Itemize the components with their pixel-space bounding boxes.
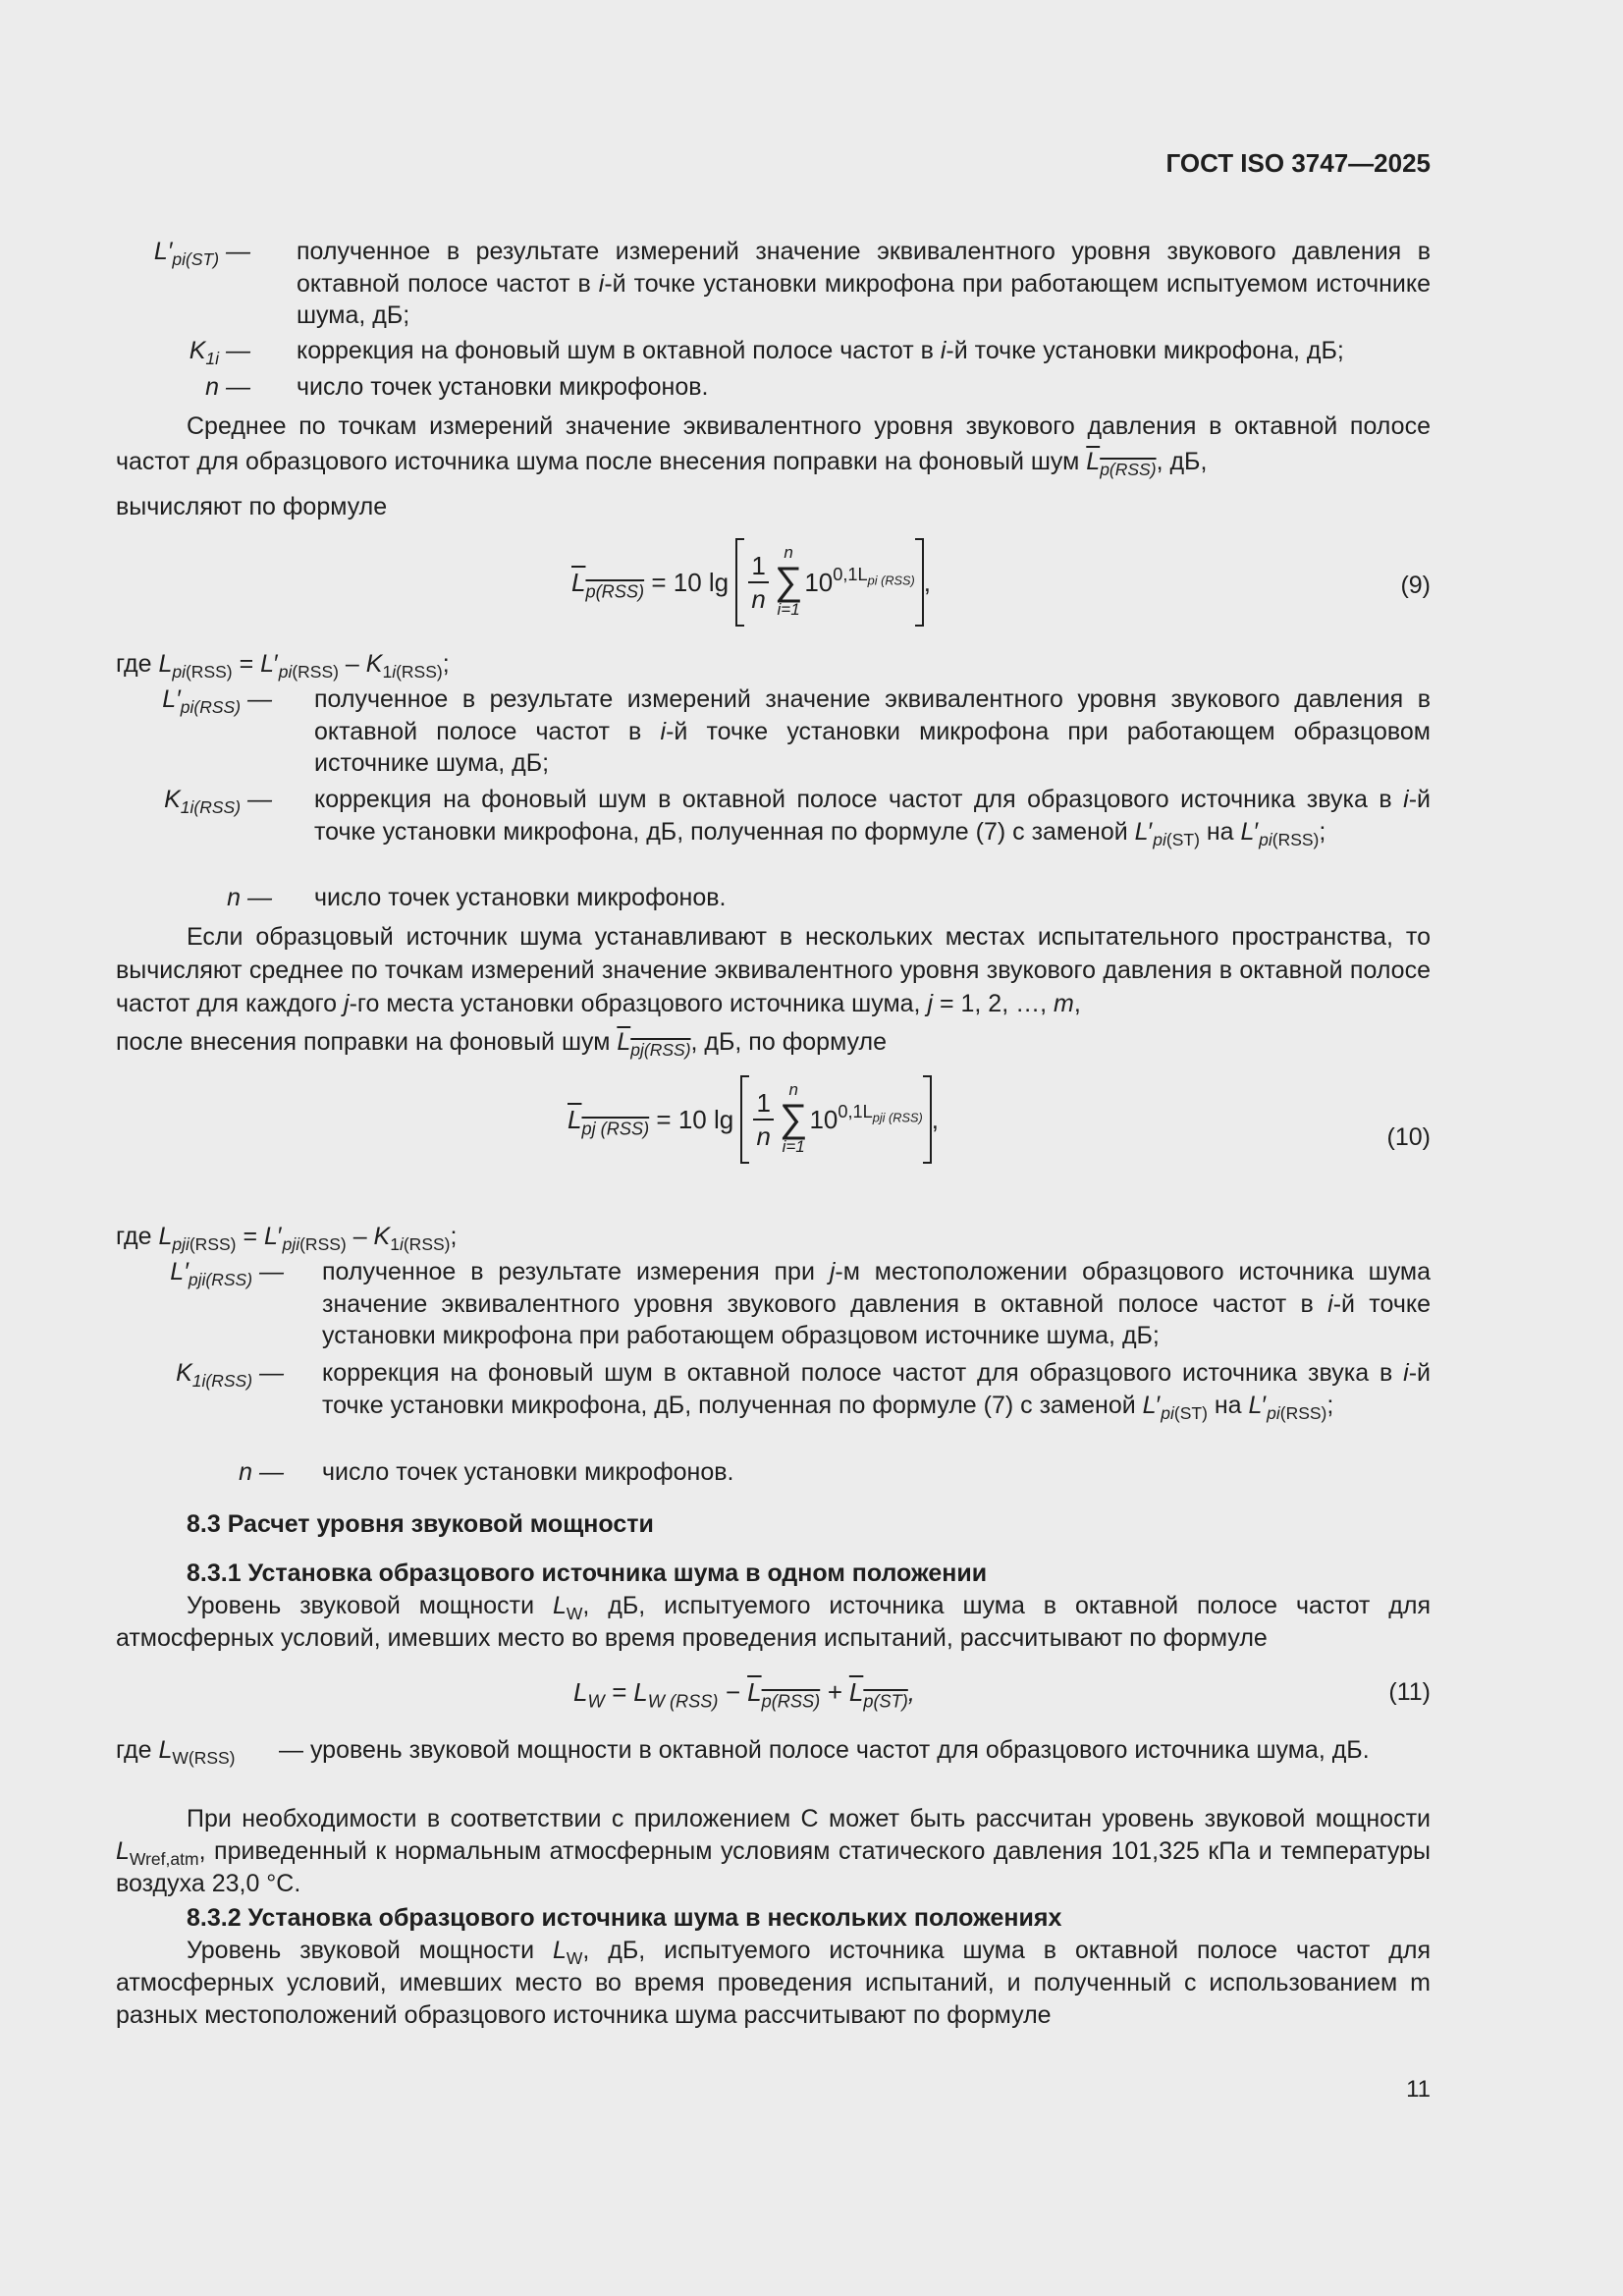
formula-number: (9) [1400, 572, 1431, 599]
def-term: $L'_{pi(RSS)}$ — [162, 685, 272, 718]
def-text: число точек установки микрофонов. [314, 884, 727, 911]
def-text: полученное в результате измерений значение эквивалентного уровня звукового давления в октавной полосе частот в i-й точке установки микрофона при работающем испытуемом источнике шума, дБ; [297, 238, 1431, 329]
formula-10: $L_{pj (RSS)} = 10$ lg $\frac{1}{n}$ n ∑ i=1 $10^{0,1L_{pji (RSS)}}$ , [568, 1075, 939, 1164]
def-text: полученное в результате измерений значение эквивалентного уровня звукового давления в октавной полосе частот в i-й точке установки микрофона при работающем образцовом источнике шума, дБ; [314, 685, 1431, 777]
inline-formula: $L_{p(RSS)}$ [1086, 448, 1157, 480]
paragraph-end: вычисляют по формуле [116, 493, 388, 520]
where-line: где $L_{pji(RSS)} = L'_{pji(RSS)} - K_{1i(RSS)}$; [116, 1223, 458, 1255]
def-term: n — [227, 884, 272, 911]
def-term: $K_{1i(RSS)}$ — [176, 1359, 284, 1392]
def-term: $K_{1i(RSS)}$ — [164, 786, 272, 818]
def-text: коррекция на фоновый шум в октавной полосе частот в i-й точке установки микрофона, дБ; [297, 337, 1344, 364]
def-text: число точек установки микрофонов. [297, 373, 709, 401]
def-term: n — [239, 1458, 284, 1486]
def-term: $L'_{pi(ST)}$ — [153, 238, 250, 270]
paragraph: Уровень звуковой мощности $L_W$, дБ, испытуемого источника шума в октавной полосе частот для атмосферных условий, имевших место во время проведения испытаний, рассчитывают по формуле [116, 1592, 1431, 1652]
section-heading: 8.3 Расчет уровня звуковой мощности [187, 1510, 654, 1538]
formula-number: (11) [1388, 1678, 1431, 1706]
paragraph: Если образцовый источник шума устанавливают в нескольких местах испытательного пространства, то вычисляют среднее по точкам измерений значение эквивалентного уровня звукового давления в октавной полосе частот для каждого j-го места установки образцового источника шума, j = 1, 2, …, m, [116, 923, 1431, 1017]
def-term: $K_{1i}$ — [189, 337, 250, 369]
def-term: n — [205, 373, 250, 401]
subsection-heading: 8.3.2 Установка образцового источника шума в нескольких положениях [187, 1904, 1062, 1932]
formula-9: $L_{p(RSS)} = 10$ lg $\frac{1}{n}$ n ∑ i=1 $10^{0,1L_{pi (RSS)}}$ , [571, 538, 931, 627]
inline-formula: $L_{pj(RSS)}$ [617, 1028, 691, 1061]
paragraph: Среднее по точкам измерений значение эквивалентного уровня звукового давления в октавной полосе частот для образцового источника шума после внесения поправки на фоновый шум $L_{p(RSS)}$, дБ, [116, 412, 1431, 480]
formula-number: (10) [1386, 1123, 1431, 1151]
def-text: коррекция на фоновый шум в октавной полосе частот для образцового источника звука в i-й точке установки микрофона, дБ, полученная по формуле (7) с заменой $L'_{pi(ST)}$ на $L'_{pi(RSS)}$; [322, 1359, 1431, 1423]
def-text: число точек установки микрофонов. [322, 1458, 734, 1486]
def-text: — уровень звуковой мощности в октавной полосе частот для образцового источника шума, дБ. [279, 1736, 1370, 1764]
paragraph-end: после внесения поправки на фоновый шум $L_{pj(RSS)}$, дБ, по формуле [116, 1028, 887, 1061]
def-text: полученное в результате измерения при j-м местоположении образцового источника шума значение эквивалентного уровня звукового давления в октавной полосе частот в i-й точке установки микрофона при работающем образцовом источнике шума, дБ; [322, 1258, 1432, 1349]
document-header: ГОСТ ISO 3747—2025 [1165, 148, 1431, 178]
where-term: где $L_{W(RSS)}$ [116, 1736, 236, 1769]
def-text: коррекция на фоновый шум в октавной полосе частот для образцового источника звука в i-й точке установки микрофона, дБ, полученная по формуле (7) с заменой $L'_{pi(ST)}$ на $L'_{pi(RSS)}$; [314, 786, 1431, 849]
subsection-heading: 8.3.1 Установка образцового источника шума в одном положении [187, 1559, 988, 1587]
formula-11: $L_W = L_{W (RSS)} - L_{p(RSS)} + L_{p(ST)}$, [573, 1677, 916, 1712]
where-line: где $L_{pi(RSS)} = L'_{pi(RSS)} - K_{1i(RSS)}$; [116, 650, 450, 683]
paragraph: Уровень звуковой мощности $L_W$, дБ, испытуемого источника шума в октавной полосе частот для атмосферных условий, имевших место во время проведения испытаний, и полученный с использованием m разных местоположений образцового источника шума рассчитывают по формуле [116, 1937, 1431, 2029]
paragraph: При необходимости в соответствии с приложением С может быть рассчитан уровень звуковой мощности $L_{Wref,atm}$, приведенный к нормальным атмосферным условиям статического давления 101,325 кПа и температуры воздуха 23,0 °С. [116, 1805, 1431, 1897]
page-number: 11 [1406, 2076, 1431, 2103]
def-term: $L'_{pji(RSS)}$ — [170, 1258, 284, 1290]
